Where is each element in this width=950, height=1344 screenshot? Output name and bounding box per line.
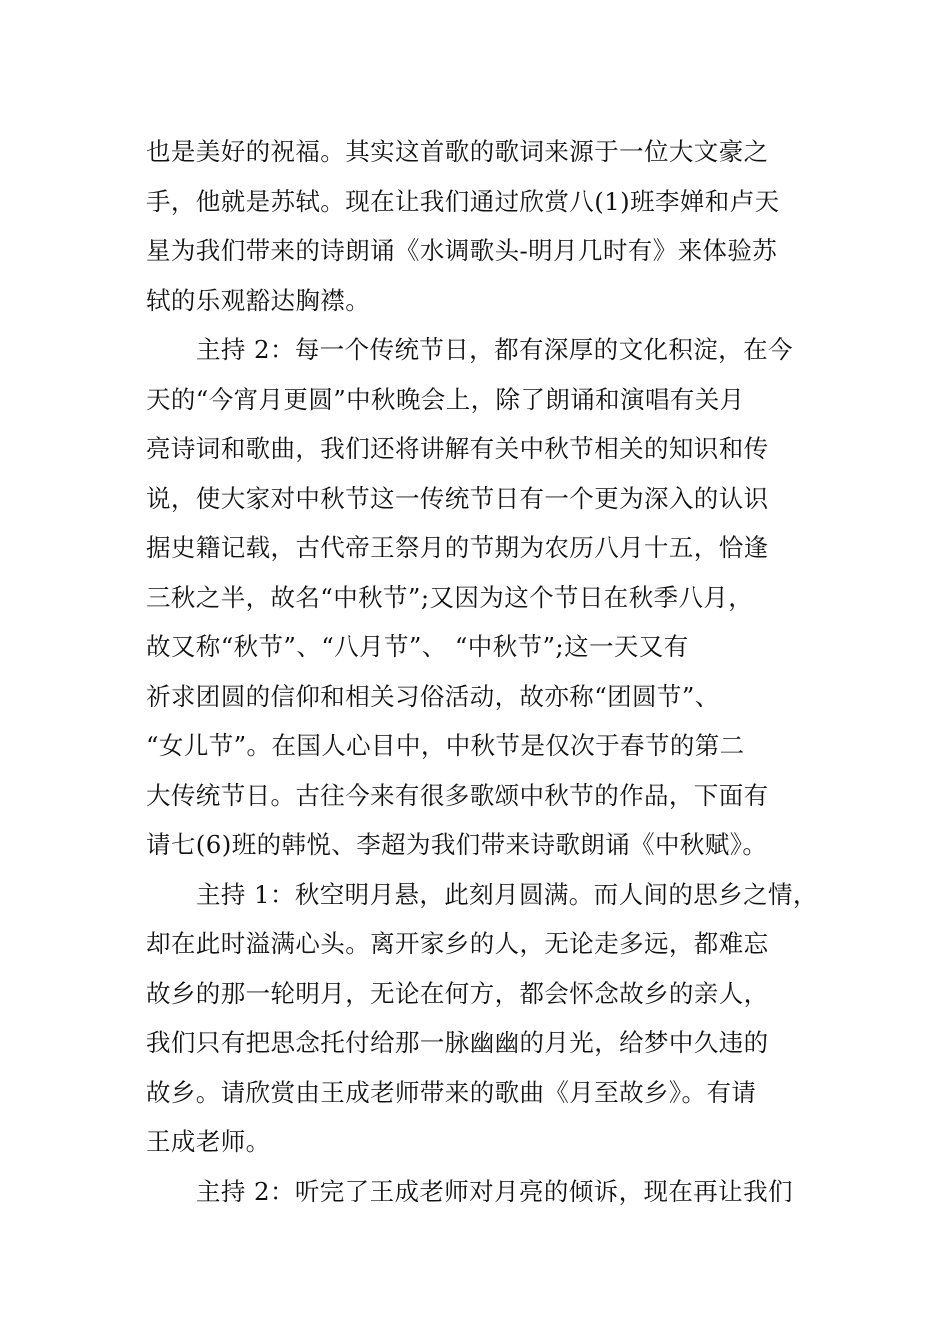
text-line: 故乡。请欣赏由王成老师带来的歌曲《月至故乡》。有请 — [146, 1077, 757, 1107]
text-line: 手，他就是苏轼。现在让我们通过欣赏八(1)班李婵和卢天 — [146, 186, 780, 216]
text-line: 我们只有把思念托付给那一脉幽幽的月光，给梦中久违的 — [146, 1028, 769, 1057]
text-line: 星为我们带来的诗朗诵《水调歌头-明月几时有》来体验苏 — [146, 236, 778, 265]
text-line: 祈求团圆的信仰和相关习俗活动，故亦称“团圆节”、 — [146, 681, 720, 711]
text-line: 大传统节日。古往今来有很多歌颂中秋节的作品，下面有 — [146, 780, 769, 810]
text-line: 轼的乐观豁达胸襟。 — [146, 285, 371, 315]
text-line: 亮诗词和歌曲，我们还将讲解有关中秋节相关的知识和传 — [146, 434, 769, 463]
paragraph-start-line: 主持 1：秋空明月悬，此刻月圆满。而人间的思乡之情， — [196, 879, 818, 909]
text-line: “女儿节”。在国人心目中，中秋节是仅次于春节的第二 — [146, 731, 745, 760]
paragraph-start-line: 主持 2：每一个传统节日，都有深厚的文化积淀，在今 — [196, 335, 793, 364]
text-line: 三秋之半，故名“中秋节”;又因为这个节日在秋季八月， — [146, 582, 754, 612]
text-line: 据史籍记载，古代帝王祭月的节期为农历八月十五，恰逢 — [146, 533, 769, 562]
text-line: 也是美好的祝福。其实这首歌的歌词来源于一位大文豪之 — [146, 137, 769, 166]
text-line: 故又称“秋节”、“八月节”、 “中秋节”;这一天又有 — [146, 632, 689, 661]
text-line: 故乡的那一轮明月，无论在何方，都会怀念故乡的亲人， — [146, 978, 769, 1008]
text-line: 却在此时溢满心头。离开家乡的人，无论走多远，都难忘 — [146, 929, 769, 958]
text-line: 王成老师。 — [146, 1127, 271, 1156]
text-line: 说，使大家对中秋节这一传统节日有一个更为深入的认识 — [146, 483, 769, 513]
paragraph-start-line: 主持 2：听完了王成老师对月亮的倾诉，现在再让我们 — [196, 1176, 793, 1206]
text-line: 天的“今宵月更圆”中秋晚会上，除了朗诵和演唱有关月 — [146, 384, 745, 414]
text-line: 请七(6)班的韩悦、李超为我们带来诗歌朗诵《中秋赋》。 — [146, 830, 768, 859]
document-body — [146, 127, 836, 1216]
